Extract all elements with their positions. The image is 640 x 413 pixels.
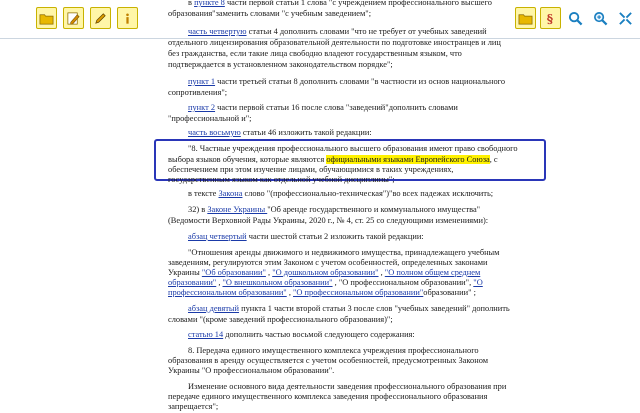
- paragraph-line: Украины "Об образовании" , "О дошкольном образовании" , "О полном общем среднем: [168, 268, 481, 277]
- paragraph-line: запрещается";: [168, 402, 219, 411]
- info-icon[interactable]: [117, 7, 138, 29]
- doc-link[interactable]: образовании": [168, 278, 217, 287]
- paragraph-line: (Ведомости Верховной Рады Украины, 2020 г., № 4, ст. 25 со следующими изменениями):: [168, 216, 489, 225]
- doc-link[interactable]: пункт 2: [188, 103, 216, 112]
- paragraph: пункт 1 части третьей статьи 8 дополнить словами "в частности из основ национального: [188, 77, 506, 86]
- paragraph: "Отношения аренды движимого и недвижимого имущества, принадлежащего учебным: [188, 248, 500, 257]
- doc-link[interactable]: часть восьмую: [188, 128, 241, 137]
- paragraph-line: отдельного лицензирования образовательной деятельности по подготовке иностранцев и лиц: [168, 38, 501, 47]
- quote-line: государственным языком как отдельной учебной дисциплины";: [168, 175, 395, 184]
- doc-link[interactable]: профессиональном образовании": [168, 288, 287, 297]
- doc-link[interactable]: Законе Украины: [207, 205, 268, 214]
- paragraph-line: образовании" , "О внешкольном образовании" , "О профессиональном образовании", "О: [168, 278, 483, 287]
- doc-link[interactable]: "Об образовании": [201, 268, 266, 277]
- doc-link[interactable]: пункте 8: [194, 0, 225, 7]
- paragraph: статью 14 дополнить частью восьмой следующего содержания:: [188, 330, 415, 339]
- doc-link[interactable]: абзац четвертый: [188, 232, 247, 241]
- zoom-icon[interactable]: [590, 7, 611, 29]
- doc-link[interactable]: статью 14: [188, 330, 224, 339]
- paragraph: 8. Передача единого имущественного комплекса учреждения профессионального: [188, 346, 479, 355]
- paragraph-line: профессиональном образовании" , "О профессиональном образовании"образовании" ;: [168, 288, 476, 297]
- doc-link[interactable]: "О полном общем среднем: [384, 268, 481, 277]
- pencil-icon[interactable]: [90, 7, 111, 29]
- paragraph: пункт 2 части первой статьи 16 после слова "заведений"дополнить словами: [188, 103, 458, 112]
- quote-line: "8. Частные учреждения профессионального высшего образования имеют право свободного: [188, 144, 518, 153]
- paragraph-line: передаче единого имущественного комплекса заведения профессионального образования: [168, 392, 488, 401]
- svg-text:§: §: [546, 11, 554, 26]
- doc-link[interactable]: "О профессиональном образовании": [293, 288, 424, 297]
- quote-line: выбора языков обучения, которые являются официальными языками Европейского Союза, с: [168, 155, 498, 164]
- paragraph-line: подтверждается в установленном законодательством порядке";: [168, 60, 393, 69]
- doc-link[interactable]: абзац девятый: [188, 304, 240, 313]
- doc-link[interactable]: пункт 1: [188, 77, 216, 86]
- paragraph-line: образования в аренду осуществляется с учетом особенностей, предусмотренных Законом: [168, 356, 489, 365]
- paragraph-line: сопротивления";: [168, 88, 228, 97]
- paragraph-line: Украины "О профессиональном образовании".: [168, 366, 335, 375]
- highlighted-text: официальными языками Европейского Союза: [326, 155, 490, 164]
- doc-link[interactable]: "О внешкольном образовании": [222, 278, 333, 287]
- paragraph-line: образования"заменить словами "с учебным заведением";: [168, 9, 372, 18]
- edit-icon[interactable]: [63, 7, 84, 29]
- paragraph-line: "профессиональной и";: [168, 114, 252, 123]
- folder-icon[interactable]: [36, 7, 57, 29]
- paragraph: Изменение основного вида деятельности заведения профессионального образования при: [188, 382, 507, 391]
- paragraph: в пункте 8 части первой статьи 1 слова "с учреждением профессионального высшего: [188, 0, 492, 7]
- paragraph: абзац четвертый части шестой статьи 2 изложить такой редакции:: [188, 232, 424, 241]
- paragraph-line: словами "(кроме заведений профессионального образования)";: [168, 315, 393, 324]
- paragraph: 32) в Законе Украины "Об аренде государственного и коммунального имущества": [188, 205, 481, 214]
- doc-link[interactable]: "О: [473, 278, 483, 287]
- paragraph-line: заведениям, регулируются этим Законом с учетом особенностей, определенных законами: [168, 258, 488, 267]
- paragraph: абзац девятый пункта 1 части второй статьи 3 после слов "учебных заведений" дополнить: [188, 304, 510, 313]
- paragraph-icon[interactable]: [540, 7, 561, 29]
- collapse-icon[interactable]: [615, 7, 636, 29]
- search-icon[interactable]: [565, 7, 586, 29]
- quote-line: обеспечением при этом изучение лицами, обучающимися в таких учреждениях,: [168, 165, 454, 174]
- paragraph: часть четвертую статьи 4 дополнить словами "что не требует от учебных заведений: [188, 27, 487, 36]
- paragraph-line: без гражданства, если такие лица свободно владеют государственным языком, что: [168, 49, 462, 58]
- doc-link[interactable]: часть четвертую: [188, 27, 247, 36]
- doc-link[interactable]: Закона: [218, 189, 243, 198]
- paragraph: часть восьмую статьи 46 изложить такой редакции:: [188, 128, 372, 137]
- toolbar-left: [36, 7, 138, 29]
- toolbar-right: [515, 7, 636, 29]
- doc-link[interactable]: "О дошкольном образовании": [272, 268, 379, 277]
- paragraph: в тексте Закона слово "(профессионально-техническая")"во всех падежах исключить;: [188, 189, 494, 198]
